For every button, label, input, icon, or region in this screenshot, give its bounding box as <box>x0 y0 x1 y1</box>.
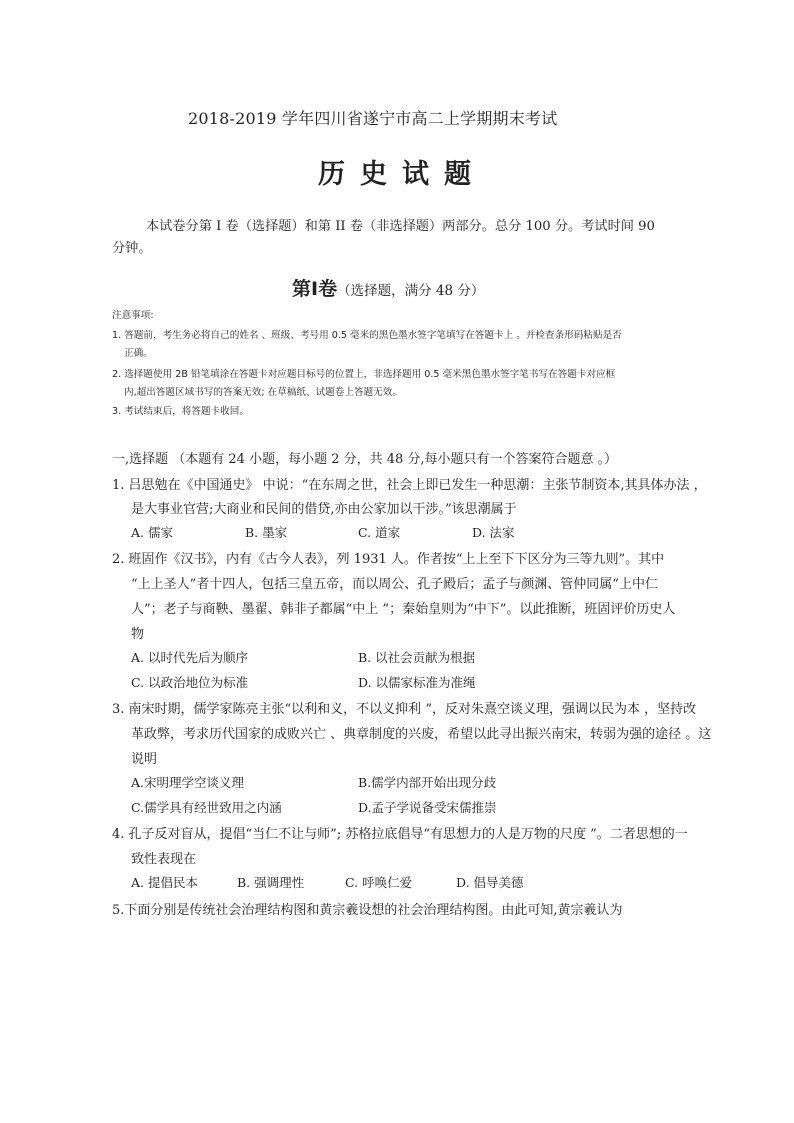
part-one-subtitle: （选择题，满分 48 分） <box>337 283 485 299</box>
exam-title: 2018-2019 学年四川省遂宁市高二上学期期末考试 <box>188 109 558 128</box>
notice-item-1a: 1. 答题前，考生务必将自己的姓名 、班级、考号用 0.5 毫米的黑色墨水签字笔填写在答题卡上 。并检查条形码粘贴是否 <box>112 330 622 341</box>
notice-item-2b: 内,超出答题区域书写的答案无效; 在草稿纸、试题卷上答题无效。 <box>124 387 402 398</box>
q3-option-c: C.儒学具有经世致用之内涵 <box>131 800 282 815</box>
q1-option-a: A. 儒家 <box>131 525 173 540</box>
q2-option-a: A. 以时代先后为顺序 <box>131 650 248 665</box>
q3-option-a: A.宋明理学空谈义理 <box>131 775 245 790</box>
part-one-title <box>292 274 484 301</box>
q2-option-b: B. 以社会贡献为根据 <box>358 650 476 665</box>
section-heading: 一,选择题 （本题有 24 小题，每小题 2 分，共 48 分,每小题只有一个答案符合题意 。） <box>112 452 618 467</box>
q4-option-c: C. 呼唤仁爱 <box>345 875 413 890</box>
q1-line-2: 是大事业官营;大商业和民间的借贷,亦由公家加以干涉。”该思潮属于 <box>131 502 517 517</box>
q2-option-d: D. 以儒家标准为准绳 <box>358 675 476 690</box>
q4-line-1: 4. 孔子反对盲从，提倡“当仁不让与师”; 苏格拉底倡导“有思想力的人是万物的尺度 ”。二者思想的一 <box>112 827 688 842</box>
q3-line-3: 说明 <box>131 752 158 767</box>
q1-option-c: C. 道家 <box>358 525 401 540</box>
q3-line-2: 革政弊，考求历代国家的成败兴亡 、典章制度的兴废，希望以此寻出振兴南宋，转弱为强的途径 。这 <box>131 727 712 742</box>
subject-title: 历史试题 <box>318 159 486 190</box>
q2-option-c: C. 以政治地位为标准 <box>131 675 249 690</box>
q2-line-4: 物 <box>131 627 145 642</box>
notice-item-2a: 2. 选择题使用 2B 铅笔填涂在答题卡对应题目标号的位置上，非选择题用 0.5 毫米黑色墨水签字笔书写在答题卡对应框 <box>112 369 616 380</box>
q3-option-d: D.孟子学说备受宋儒推崇 <box>358 800 497 815</box>
q3-option-b: B.儒学内部开始出现分歧 <box>358 775 497 790</box>
intro-line-1: 本试卷分第 I 卷（选择题）和第 II 卷（非选择题）两部分。总分 100 分。考试时间 90 <box>146 219 655 234</box>
q4-option-b: B. 强调理性 <box>237 875 305 890</box>
q4-option-a: A. 提倡民本 <box>131 875 198 890</box>
q4-line-2: 致性表现在 <box>131 852 197 867</box>
q1-option-d: D. 法家 <box>472 525 515 540</box>
q1-option-b: B. 墨家 <box>245 525 288 540</box>
q5-line-1: 5.下面分别是传统社会治理结构图和黄宗羲设想的社会治理结构图。由此可知,黄宗羲认为 <box>112 903 623 918</box>
q2-line-2: “上上圣人”者十四人，包括三皇五帝，而以周公、孔子殿后；孟子与颜渊、管仲同属“上中仁 <box>131 577 658 592</box>
q4-option-d: D. 倡导美德 <box>456 875 524 890</box>
part-one-label: 第Ⅰ卷 <box>292 278 338 300</box>
notice-title: 注意事项: <box>112 310 154 321</box>
notice-item-1b: 正确。 <box>124 348 153 359</box>
q1-line-1: 1. 吕思勉在《中国通史》 中说：“在东周之世，社会上即已发生一种思潮：主张节制资本,其具体办法 ， <box>112 478 707 493</box>
q3-line-1: 3. 南宋时期，儒学家陈亮主张“以利和义，不以义抑利 ”，反对朱熹空谈义理，强调以民为本 ，坚持改 <box>112 702 697 717</box>
q2-line-3: 人”；老子与商鞅、墨翟、韩非子都属“中上 ”；秦始皇则为“中下”。以此推断，班固评价历史人 <box>131 602 676 617</box>
notice-item-3: 3. 考试结束后，将答题卡收回。 <box>112 406 249 417</box>
q2-line-1: 2. 班固作《汉书》，内有《古今人表》，列 1931 人。作者按“上上至下下区分为三等九则”。其中 <box>112 552 665 567</box>
intro-line-2: 分钟。 <box>112 241 152 256</box>
